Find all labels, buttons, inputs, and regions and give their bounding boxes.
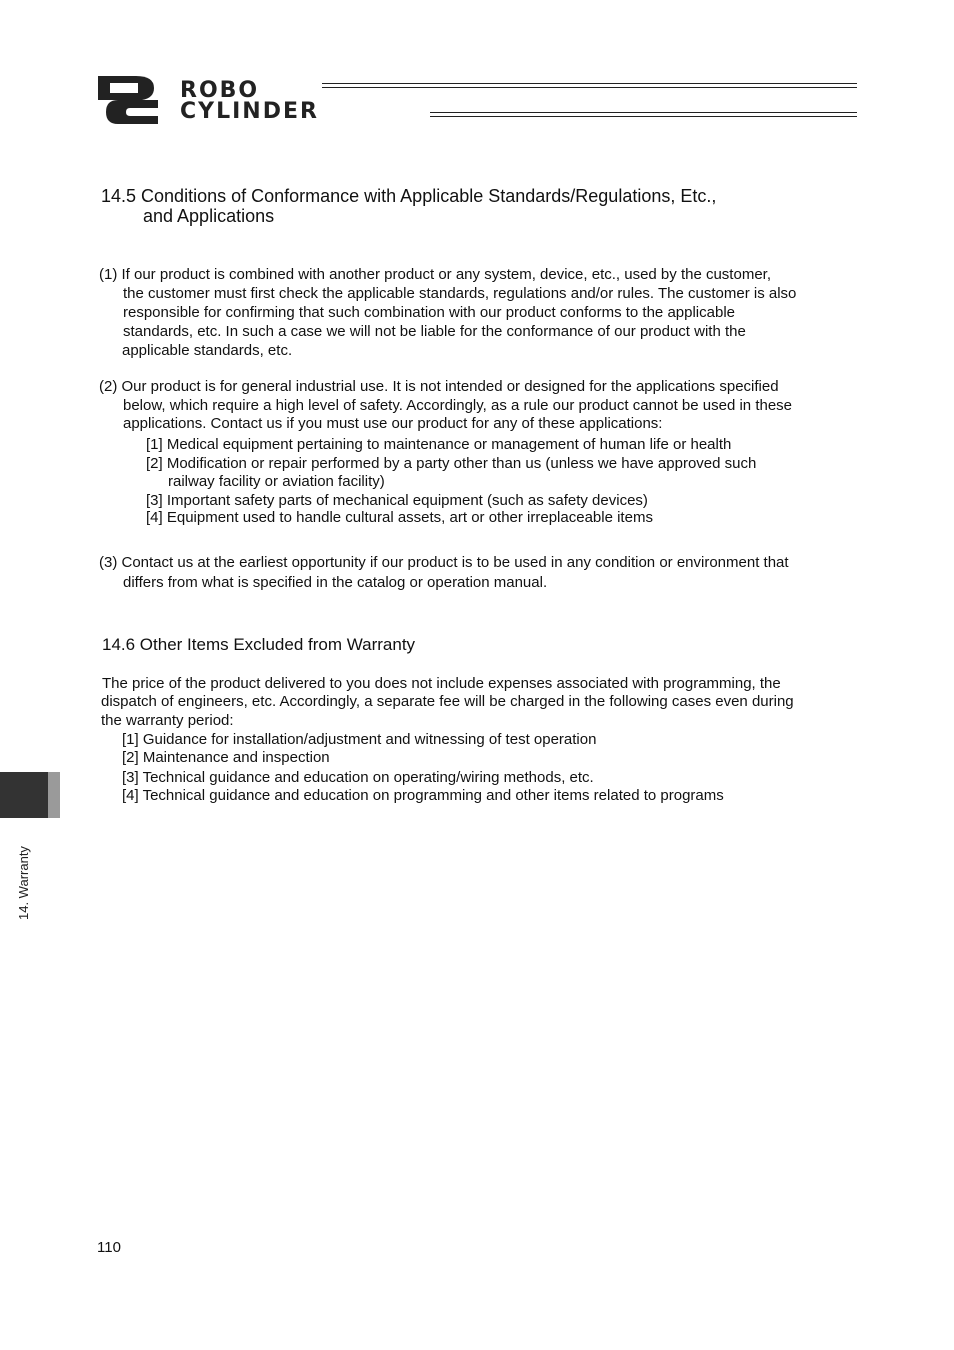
item1-line5: applicable standards, etc. [122,342,293,359]
item2-line2: below, which require a high level of safety. Accordingly, as a rule our product cannot be used in these [123,397,793,414]
item2-sub2-line1: [2] Modification or repair performed by a party other than us (unless we have approved such [146,455,757,472]
logo-text-robo: ROBO [180,78,260,103]
chapter-tab-dark [0,772,48,818]
item1-line4: standards, etc. In such a case we will not be liable for the conformance of our product with the [123,323,746,340]
item2-line3: applications. Contact us if you must use our product for any of these applications: [123,415,663,432]
warranty-para-line2: dispatch of engineers, etc. Accordingly, a separate fee will be charged in the following cases even during [101,693,794,710]
section-14-6-title: 14.6 Other Items Excluded from Warranty [102,635,416,654]
header-rule-bottom-1 [430,112,857,113]
chapter-label: 14. Warranty [16,846,31,920]
item2-sub4: [4] Equipment used to handle cultural assets, art or other irreplaceable items [146,509,653,526]
warranty-para-line1: The price of the product delivered to you does not include expenses associated with programming, the [102,675,781,692]
item1-line1: (1) If our product is combined with another product or any system, device, etc., used by the customer, [99,266,771,283]
item2-sub1: [1] Medical equipment pertaining to maintenance or management of human life or health [146,436,732,453]
rc-logo-icon [96,74,160,126]
logo-text-cylinder: CYLINDER [180,99,319,124]
warranty-list-item-4: [4] Technical guidance and education on programming and other items related to programs [122,787,724,804]
page-number: 110 [97,1239,121,1256]
warranty-list-item-2: [2] Maintenance and inspection [122,749,330,766]
item2-line1: (2) Our product is for general industrial use. It is not intended or designed for the applications specified [99,378,779,395]
warranty-list-item-3: [3] Technical guidance and education on operating/wiring methods, etc. [122,769,594,786]
section-14-5-title-line2: and Applications [143,206,275,226]
chapter-tab-light [48,772,60,818]
item1-line2: the customer must first check the applicable standards, regulations and/or rules. The customer is also [123,285,797,302]
header-rule-bottom-2 [430,116,857,117]
item1-line3: responsible for confirming that such combination with our product conforms to the applicable [123,304,735,321]
warranty-para-line3: the warranty period: [101,712,234,729]
warranty-list-item-1: [1] Guidance for installation/adjustment and witnessing of test operation [122,731,597,748]
header-rule-top-1 [322,83,857,84]
header-rule-top-2 [322,87,857,88]
item3-line1: (3) Contact us at the earliest opportunity if our product is to be used in any condition or environment that [99,554,789,571]
item3-line2: differs from what is specified in the catalog or operation manual. [123,574,548,591]
section-14-5-title-line1: 14.5 Conditions of Conformance with Applicable Standards/Regulations, Etc., [101,186,717,206]
item2-sub2-line2: railway facility or aviation facility) [168,473,385,490]
item2-sub3: [3] Important safety parts of mechanical equipment (such as safety devices) [146,492,648,509]
